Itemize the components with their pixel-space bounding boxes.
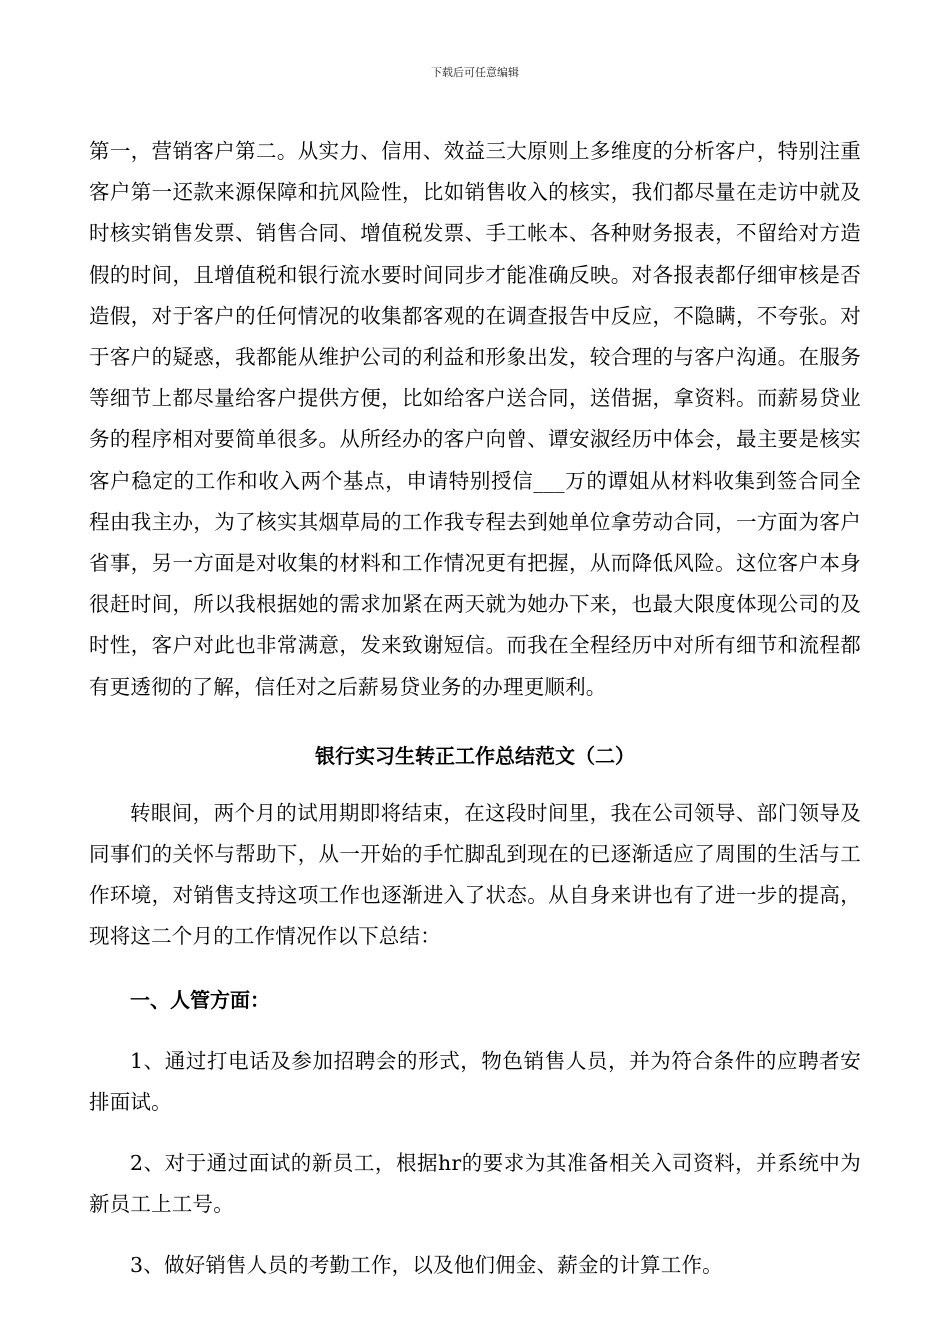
- list-item-2: 2、对于通过面试的新员工，根据hr的要求为其准备相关入司资料，并系统中为新员工上工号。: [89, 1151, 861, 1217]
- sub-heading-personnel: 一、人管方面：: [130, 987, 270, 1012]
- list-item-3: 3、做好销售人员的考勤工作，以及他们佣金、薪金的计算工作。: [130, 1253, 723, 1278]
- paragraph-1: 第一，营销客户第二。从实力、信用、效益三大原则上多维度的分析客户，特别注重客户第一还款来源保障和抗风险性，比如销售收入的核实，我们都尽量在走访中就及时核实销售发票、销售合同、增值税发票、手工帐本、各种财务报表，不留给对方造假的时间，且增值税和银行流水要时间同步才能准确反映。对各报表都仔细审核是否造假，对于客户的任何情况的收集都客观的在调查报告中反应，不隐瞒，不夸张。对于客户的疑惑，我都能从维护公司的利益和形象出发，较合理的与客户沟通。在服务等细节上都尽量给客户提供方便，比如给客户送合同，送借据，拿资料。而薪易贷业务的程序相对要简单很多。从所经办的客户向曾、谭安淑经历中体会，最主要是核实客户稳定的工作和收入两个基点，申请特别授信___万的谭姐从材料收集到签合同全程由我主办，为了核实其烟草局的工作我专程去到她单位拿劳动合同，一方面为客户省事，另一方面是对收集的材料和工作情况更有把握，从而降低风险。这位客户本身很赶时间，所以我根据她的需求加紧在两天就为她办下来，也最大限度体现公司的及时性，客户对此也非常满意，发来致谢短信。而我在全程经历中对所有细节和流程都有更透彻的了解，信任对之后薪易贷业务的办理更顺利。: [89, 139, 861, 699]
- section-title: 银行实习生转正工作总结范文（二）: [315, 743, 635, 768]
- paragraph-2: 转眼间，两个月的试用期即将结束，在这段时间里，我在公司领导、部门领导及同事们的关怀与帮助下，从一开始的手忙脚乱到现在的已逐渐适应了周围的生活与工作环境，对销售支持这项工作也逐渐进入了状态。从自身来讲也有了进一步的提高，现将这二个月的工作情况作以下总结：: [89, 800, 861, 949]
- list-item-1: 1、通过打电话及参加招聘会的形式，物色销售人员，并为符合条件的应聘者安排面试。: [89, 1048, 861, 1114]
- document-content: [89, 131, 861, 1307]
- header-note: 下载后可任意编辑: [431, 66, 519, 79]
